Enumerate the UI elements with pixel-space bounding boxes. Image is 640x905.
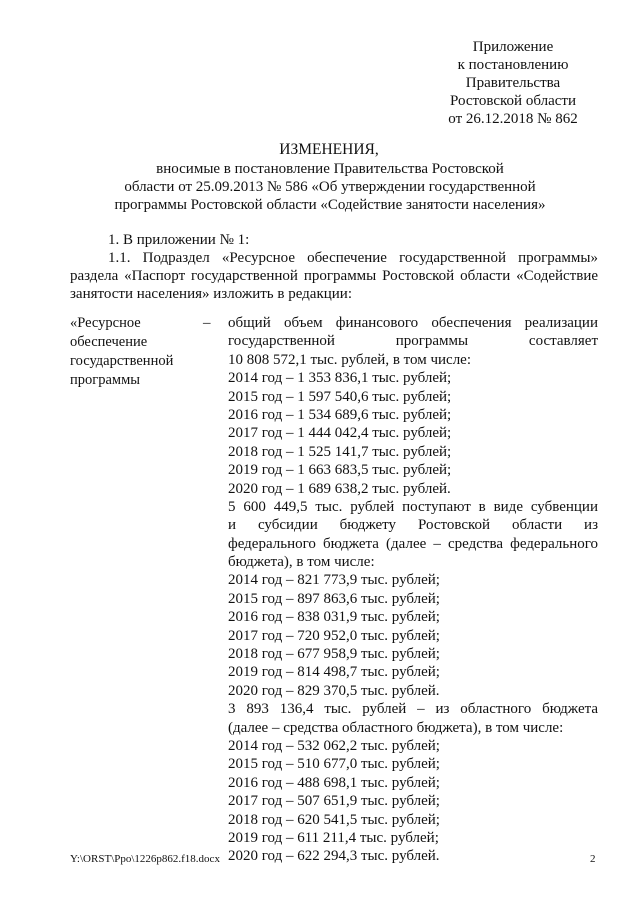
resource-label-line: «Ресурсное xyxy=(70,315,141,331)
content-line: федерального бюджета (далее – средства федерального xyxy=(228,535,598,552)
year-line: 2015 год – 510 677,0 тыс. рублей; xyxy=(228,756,440,773)
year-line: 2016 год – 1 534 689,6 тыс. рублей; xyxy=(228,406,452,423)
year-line: 2017 год – 507 651,9 тыс. рублей; xyxy=(228,793,440,810)
label-dash: – xyxy=(203,315,211,331)
year-line: 2016 год – 838 031,9 тыс. рублей; xyxy=(228,609,440,626)
appendix-line: Правительства xyxy=(465,75,561,91)
document-subtitle xyxy=(90,160,570,214)
item-1-1-line1: 1.1. Подраздел «Ресурсное обеспечение государственной программы» xyxy=(108,250,598,266)
resource-label-line: обеспечение xyxy=(70,334,148,350)
page-number: 2 xyxy=(590,853,596,865)
year-line: 2014 год – 1 353 836,1 тыс. рублей; xyxy=(228,370,452,387)
year-line: 2019 год – 611 211,4 тыс. рублей; xyxy=(228,829,439,846)
appendix-header xyxy=(418,38,608,128)
content-line: (далее – средства областного бюджета), в том числе: xyxy=(228,719,564,736)
year-line: 2015 год – 897 863,6 тыс. рублей; xyxy=(228,590,440,607)
content-line: общий объем финансового обеспечения реализации xyxy=(228,315,598,331)
content-line: и субсидии бюджету Ростовской области из xyxy=(228,517,598,534)
year-line: 2019 год – 1 663 683,5 тыс. рублей; xyxy=(228,462,452,479)
item-1-1-line3: занятости населения» изложить в редакции: xyxy=(70,286,352,302)
resource-label-line: государственной xyxy=(70,353,174,369)
content-line: 10 808 572,1 тыс. рублей, в том числе: xyxy=(228,351,472,368)
subtitle-line: вносимые в постановление Правительства Ростовской xyxy=(156,161,504,177)
year-line: 2018 год – 677 958,9 тыс. рублей; xyxy=(228,646,440,663)
year-line: 2015 год – 1 597 540,6 тыс. рублей; xyxy=(228,388,452,405)
item-1: 1. В приложении № 1: xyxy=(108,232,250,248)
year-line: 2014 год – 821 773,9 тыс. рублей; xyxy=(228,572,440,589)
resource-content xyxy=(228,314,598,866)
year-line: 2016 год – 488 698,1 тыс. рублей; xyxy=(228,774,440,791)
year-line: 2020 год – 1 689 638,2 тыс. рублей. xyxy=(228,480,451,497)
content-line: бюджета), в том числе: xyxy=(228,554,375,571)
document-title: ИЗМЕНЕНИЯ, xyxy=(279,141,379,158)
appendix-line: Приложение xyxy=(472,39,554,55)
resource-label xyxy=(70,314,210,390)
content-line: 3 893 136,4 тыс. рублей – из областного бюджета xyxy=(228,701,598,718)
footer-file-path: Y:\ORST\Ppo\1226p862.f18.docx xyxy=(70,853,220,865)
subtitle-line: области от 25.09.2013 № 586 «Об утверждении государственной xyxy=(124,179,536,195)
year-line: 2014 год – 532 062,2 тыс. рублей; xyxy=(228,737,440,754)
appendix-line: Ростовской области xyxy=(450,93,576,109)
year-line: 2020 год – 622 294,3 тыс. рублей. xyxy=(228,848,440,865)
year-line: 2018 год – 1 525 141,7 тыс. рублей; xyxy=(228,443,452,460)
subtitle-line: программы Ростовской области «Содействие занятости населения» xyxy=(114,197,546,213)
year-line: 2017 год – 720 952,0 тыс. рублей; xyxy=(228,627,440,644)
item-1-1-line2: раздела «Паспорт государственной программы Ростовской области «Содействие xyxy=(70,268,598,284)
appendix-line: от 26.12.2018 № 862 xyxy=(448,111,578,127)
appendix-line: к постановлению xyxy=(457,57,569,73)
year-line: 2020 год – 829 370,5 тыс. рублей. xyxy=(228,682,440,699)
year-line: 2017 год – 1 444 042,4 тыс. рублей; xyxy=(228,425,452,442)
year-line: 2019 год – 814 498,7 тыс. рублей; xyxy=(228,664,440,681)
year-line: 2018 год – 620 541,5 тыс. рублей; xyxy=(228,811,440,828)
resource-label-line: программы xyxy=(70,372,140,388)
content-line: государственной программы составляет xyxy=(228,333,598,350)
content-line: 5 600 449,5 тыс. рублей поступают в виде субвенции xyxy=(228,498,598,515)
